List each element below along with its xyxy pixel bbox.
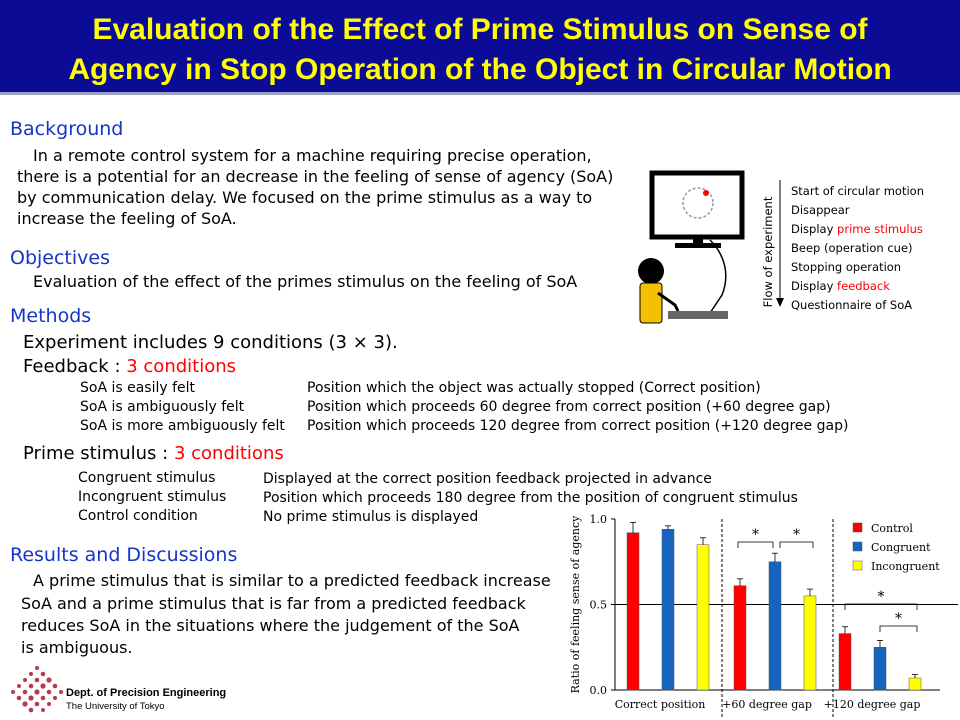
prime-desc-3: No prime stimulus is displayed [263,509,479,525]
title-line-2: Agency in Stop Operation of the Object in Circular Motion [68,53,892,86]
bar-control [734,586,746,690]
background-line-2: there is a potential for an decrease in the feeling of sense of agency (SoA) [17,167,614,186]
significance-star: * [793,527,800,543]
legend-swatch-control [853,523,862,532]
flow-step-1: Start of circular motion [791,184,924,198]
cable-icon [710,240,726,313]
background-line-4: increase the feeling of SoA. [17,209,237,228]
results-line-2: SoA and a prime stimulus that is far from a predicted feedback [21,594,526,613]
person-body-icon [640,283,662,323]
experiment-illustration [630,165,755,330]
prime-name-2: Incongruent stimulus [78,489,227,505]
significance-star: * [752,527,759,543]
prime-desc-1: Displayed at the correct position feedback projected in advance [263,471,712,487]
person-head-icon [638,258,664,284]
bar-control [627,533,639,690]
keyboard-icon [668,311,728,319]
category-label: Correct position [614,698,706,711]
flow-step-5: Stopping operation [791,260,902,274]
y-tick-label: 0.5 [589,598,607,612]
bar-congruent [874,647,886,690]
bar-congruent [662,529,674,690]
methods-heading: Methods [10,305,92,327]
logo-dept-name: Dept. of Precision Engineering [66,687,227,699]
flow-step-6: Display feedback [791,279,890,293]
significance-star: * [895,611,902,627]
feedback-heading: Feedback : 3 conditions [23,356,237,377]
feedback-desc-2: Position which proceeds 60 degree from correct position (+60 degree gap) [307,399,831,415]
sense-of-agency-chart [565,512,960,720]
moving-object-icon [703,190,709,196]
title-line-1: Evaluation of the Effect of Prime Stimulus on Sense of [92,13,868,46]
category-label: +60 degree gap [722,698,812,711]
results-line-1: A prime stimulus that is similar to a predicted feedback increase [33,571,551,590]
title-banner [0,0,960,95]
flow-step-4: Beep (operation cue) [791,241,913,255]
feedback-desc-1: Position which the object was actually stopped (Correct position) [307,380,761,396]
y-tick-label: 1.0 [589,513,607,526]
feedback-name-1: SoA is easily felt [80,380,196,396]
results-line-4: is ambiguous. [21,638,133,657]
legend-label-incongruent: Incongruent [871,560,940,573]
bar-control [839,634,851,690]
flow-step-3: Display prime stimulus [791,222,923,236]
significance-star: * [877,589,885,605]
background-heading: Background [10,118,124,140]
prime-name-1: Congruent stimulus [78,470,216,486]
bar-incongruent [697,545,709,690]
logo-university-name: The University of Tokyo [66,701,165,712]
bar-incongruent [909,678,921,690]
category-label: +120 degree gap [823,698,921,711]
flow-step-7: Questionnaire of SoA [791,298,913,312]
legend-label-congruent: Congruent [871,541,931,554]
y-tick-label: 0.0 [589,684,607,697]
prime-heading: Prime stimulus : 3 conditions [23,443,284,464]
feedback-name-2: SoA is ambiguously felt [80,399,245,415]
prime-name-3: Control condition [78,508,198,524]
legend-swatch-congruent [853,542,862,551]
poster-title [0,0,960,90]
legend-label-control: Control [871,522,913,535]
background-line-1: In a remote control system for a machine requiring precise operation, [33,146,592,165]
feedback-name-3: SoA is more ambiguously felt [80,418,285,434]
flow-step-2: Disappear [791,203,850,217]
methods-intro: Experiment includes 9 conditions (3 × 3). [23,332,398,353]
legend-swatch-incongruent [853,561,862,570]
results-line-3: reduces SoA in the situations where the judgement of the SoA [21,616,520,635]
feedback-desc-3: Position which proceeds 120 degree from correct position (+120 degree gap) [307,418,849,434]
objectives-heading: Objectives [10,247,110,269]
bar-incongruent [804,596,816,690]
results-heading: Results and Discussions [10,544,238,566]
flow-arrow [775,180,785,310]
prime-desc-2: Position which proceeds 180 degree from the position of congruent stimulus [263,490,798,506]
monitor-icon [652,173,742,237]
bar-congruent [769,562,781,690]
background-line-3: by communication delay. We focused on the prime stimulus as a way to [17,188,593,207]
objectives-text: Evaluation of the effect of the primes stimulus on the feeling of SoA [33,272,578,291]
y-axis-label: Ratio of feeling sense of agency [569,515,582,694]
department-logo-icon [5,660,67,715]
flow-axis-label: Flow of experiment [761,196,775,308]
